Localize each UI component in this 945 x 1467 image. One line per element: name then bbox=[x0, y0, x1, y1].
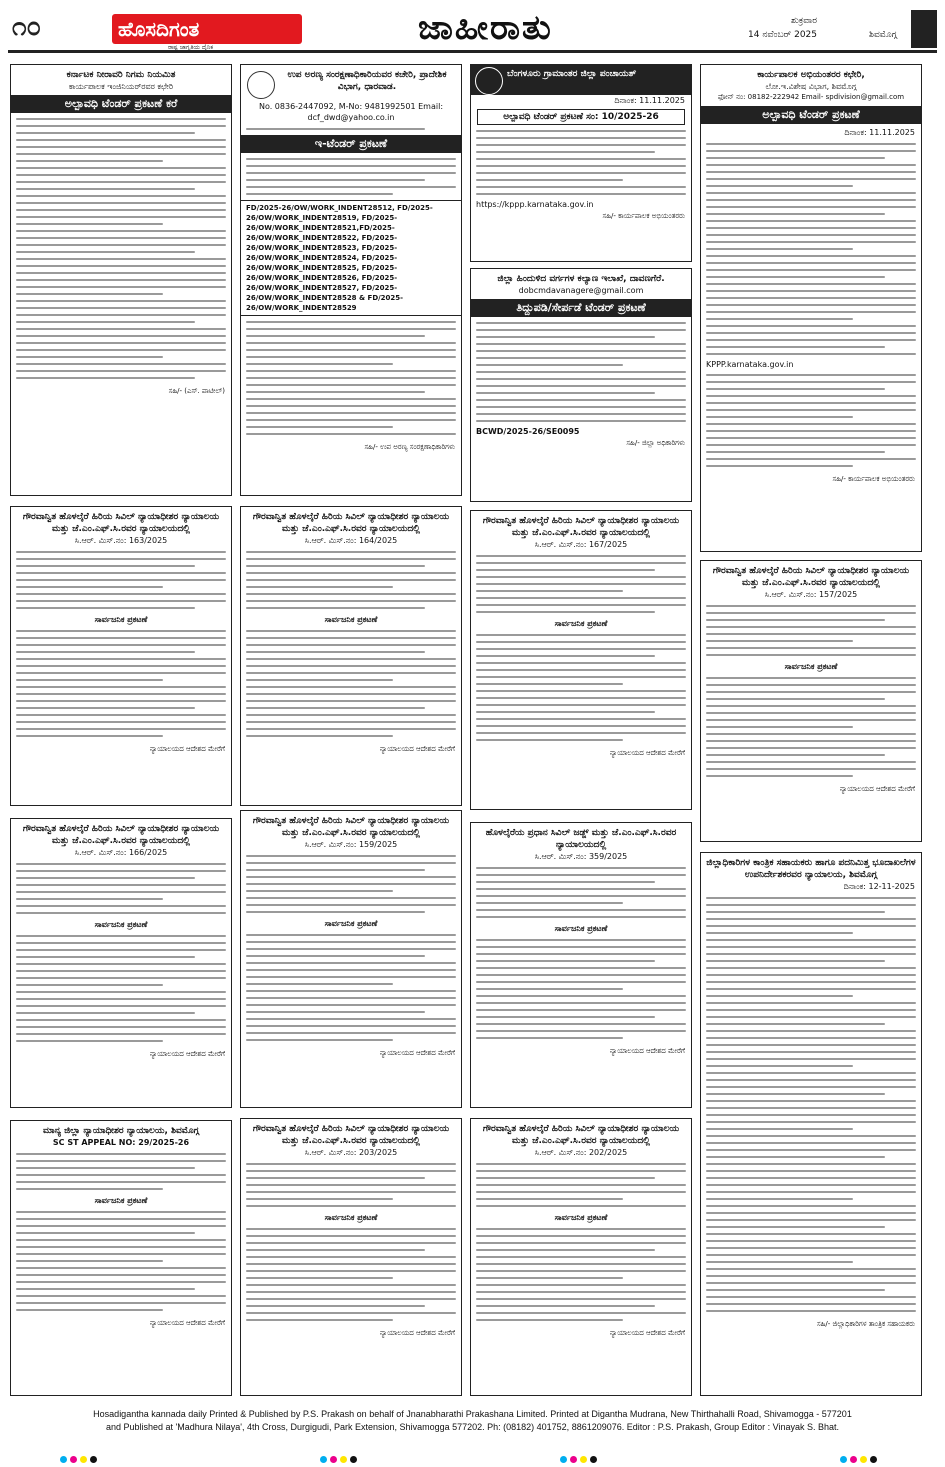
tender-band: ಇ-ಟೆಂಡರ್ ಪ್ರಕಟಣೆ bbox=[241, 135, 461, 153]
court-notice bbox=[470, 1118, 692, 1396]
court-title: ಗೌರವಾನ್ವಿತ ಹೊಳಲ್ಕೆರೆ ಹಿರಿಯ ಸಿವಿಲ್ ನ್ಯಾಯಾಧೀಶರ ನ್ಯಾಯಾಲಯ ಮತ್ತು ಜೆ.ಎಂ.ಎಫ್.ಸಿ.ರವರ ನ್ಯಾಯಾಲಯದಲ್ಲಿ bbox=[22, 512, 220, 534]
court-notice bbox=[470, 510, 692, 810]
indent-list: FD/2025-26/OW/WORK_INDENT28512, FD/2025-26/OW/WORK_INDENT28519, FD/2025-26/OW/WORK_INDENT28521,FD/2025-26/OW/WORK_INDENT28522, FD/2025-26/OW/WORK_INDENT28523, FD/2025-26/OW/WORK_INDENT28524, FD/2025-26/OW/WORK_INDENT28525, FD/2025-26/OW/WORK_INDENT28526, FD/2025-26/OW/WORK_INDENT28527, FD/2025-26/OW/WORK_INDENT28528 & FD/2025-26/OW/WORK_INDENT28529 bbox=[241, 200, 461, 316]
notice-heading: ಸಾರ್ವಜನಿಕ ಪ್ರಕಟಣೆ bbox=[554, 1213, 608, 1222]
notice-body bbox=[471, 130, 691, 195]
notice-signature: ಸಹಿ/- ಉಪ ಅರಣ್ಯ ಸಂರಕ್ಷಣಾಧಿಕಾರಿಗಳು bbox=[364, 443, 455, 451]
court-notice bbox=[10, 818, 232, 1108]
page-number: ೧೦ bbox=[12, 12, 42, 42]
tender-notice-zilla-panchayat bbox=[470, 64, 692, 262]
case-number: SC ST APPEAL NO: 29/2025-26 bbox=[52, 1138, 190, 1147]
notice-body bbox=[11, 551, 231, 609]
edition-city: ಶಿವಮೊಗ್ಗ bbox=[869, 30, 897, 40]
notice-heading: ಸಾರ್ವಜನಿಕ ಪ್ರಕಟಣೆ bbox=[554, 924, 608, 933]
notice-body bbox=[11, 863, 231, 914]
notice-body bbox=[701, 143, 921, 355]
notice-signature: ನ್ಯಾಯಾಲಯದ ಆದೇಶದ ಮೇರೆಗೆ bbox=[149, 1319, 225, 1327]
case-number: ಸಿ.ಆರ್. ಮಿಸ್.ನಂ: 164/2025 bbox=[304, 536, 398, 545]
case-number: ಸಿ.ಆರ್. ಮಿಸ್.ನಂ: 202/2025 bbox=[534, 1148, 628, 1157]
tender-notice-irrigation bbox=[10, 64, 232, 496]
notice-heading: ಸಾರ್ವಜನಿಕ ಪ್ರಕಟಣೆ bbox=[94, 920, 148, 929]
masthead bbox=[8, 8, 937, 53]
brand-tagline: ರಾಷ್ಟ್ರ ಜಾಗೃತಿಯ ದೈನಿಕ bbox=[168, 44, 214, 51]
court-notice-district bbox=[10, 1120, 232, 1396]
court-title: ಗೌರವಾನ್ವಿತ ಹೊಳಲ್ಕೆರೆ ಹಿರಿಯ ಸಿವಿಲ್ ನ್ಯಾಯಾಧೀಶರ ನ್ಯಾಯಾಲಯ ಮತ್ತು ಜೆ.ಎಂ.ಎಫ್.ಸಿ.ರವರ ನ್ಯಾಯಾಲಯದಲ್ಲಿ bbox=[482, 516, 680, 538]
notice-body bbox=[701, 605, 921, 656]
court-title: ಗೌರವಾನ್ವಿತ ಹೊಳಲ್ಕೆರೆ ಹಿರಿಯ ಸಿವಿಲ್ ನ್ಯಾಯಾಧೀಶರ ನ್ಯಾಯಾಲಯ ಮತ್ತು ಜೆ.ಎಂ.ಎಫ್.ಸಿ.ರವರ ನ್ಯಾಯಾಲಯದಲ್ಲಿ bbox=[22, 824, 220, 846]
zp-header bbox=[471, 65, 691, 95]
notice-body bbox=[241, 158, 461, 195]
notice-signature: ನ್ಯಾಯಾಲಯದ ಆದೇಶದ ಮೇರೆಗೆ bbox=[609, 1047, 685, 1055]
corner-tab bbox=[911, 10, 937, 48]
tender-phone: ಫೋನ್ ನಂ: 08182-222942 Email- spdivision@gmail.com bbox=[717, 93, 905, 101]
tender-notice-bcwd bbox=[470, 268, 692, 502]
court-notice-land-records bbox=[700, 852, 922, 1396]
court-title: ಹೊಳಲ್ಕೆರೆಯ ಪ್ರಧಾನ ಸಿವಿಲ್ ಜಡ್ಜ್ ಮತ್ತು ಜೆ.ಎಂ.ಎಫ್.ಸಿ.ರವರ ನ್ಯಾಯಾಲಯದಲ್ಲಿ bbox=[485, 828, 677, 850]
court-notice bbox=[240, 810, 462, 1108]
notice-heading: ಸಾರ್ವಜನಿಕ ಪ್ರಕಟಣೆ bbox=[94, 615, 148, 624]
court-title: ಗೌರವಾನ್ವಿತ ಹೊಳಲ್ಕೆರೆ ಹಿರಿಯ ಸಿವಿಲ್ ನ್ಯಾಯಾಧೀಶರ ನ್ಯಾಯಾಲಯ ಮತ್ತು ಜೆ.ಎಂ.ಎಫ್.ಸಿ.ರವರ ನ್ಯಾಯಾಲಯದಲ್ಲಿ bbox=[252, 512, 450, 534]
notice-heading: ಸಾರ್ವಜನಿಕ ಪ್ರಕಟಣೆ bbox=[554, 619, 608, 628]
brand-name: ಹೊಸದಿಗಂತ bbox=[118, 17, 200, 41]
notice-body bbox=[11, 1153, 231, 1190]
imprint-line-2: and Published at 'Madhura Nilaya', 4th Cross, Durgigudi, Park Extension, Shivamogga 577202. Ph: (08182) 401752, 8861209076. Editor : P.S. Prakash, Group Editor : Vinayak S. Bhat. bbox=[105, 1422, 840, 1432]
notice-heading: ಸಾರ್ವಜನಿಕ ಪ್ರಕಟಣೆ bbox=[784, 662, 838, 671]
notice-body bbox=[241, 855, 461, 913]
notice-heading: ಸಾರ್ವಜನಿಕ ಪ್ರಕಟಣೆ bbox=[324, 919, 378, 928]
registration-dots bbox=[320, 1448, 360, 1456]
tender-band: ಅಲ್ಪಾವಧಿ ಟೆಂಡರ್ ಪ್ರಕಟಣೆ ಕರೆ bbox=[11, 95, 231, 113]
court-notice bbox=[470, 822, 692, 1108]
imprint-line-1: Hosadigantha kannada daily Printed & Published by P.S. Prakash on behalf of Jnanabharathi Prakashana Limited. Printed at Digantha Mudrana, New Thirthahalli Road, Shivamogga - 577201 bbox=[93, 1409, 852, 1419]
court-notice bbox=[240, 1118, 462, 1396]
notice-body bbox=[471, 322, 691, 422]
court-notice bbox=[700, 560, 922, 842]
notice-signature: ನ್ಯಾಯಾಲಯದ ಆದೇಶದ ಮೇರೆಗೆ bbox=[149, 1050, 225, 1058]
govt-emblem-icon bbox=[247, 71, 275, 99]
notice-body bbox=[11, 118, 231, 379]
court-title: ಮಾನ್ಯ ಜಿಲ್ಲಾ ನ್ಯಾಯಾಧೀಶರ ನ್ಯಾಯಾಲಯ, ಶಿವಮೊಗ್ಗ bbox=[42, 1126, 200, 1136]
court-title: ಗೌರವಾನ್ವಿತ ಹೊಳಲ್ಕೆರೆ ಹಿರಿಯ ಸಿವಿಲ್ ನ್ಯಾಯಾಧೀಶರ ನ್ಯಾಯಾಲಯ ಮತ್ತು ಜೆ.ಎಂ.ಎಫ್.ಸಿ.ರವರ ನ್ಯಾಯಾಲಯದಲ್ಲಿ bbox=[482, 1124, 680, 1146]
notice-signature: ನ್ಯಾಯಾಲಯದ ಆದೇಶದ ಮೇರೆಗೆ bbox=[379, 745, 455, 753]
notice-body bbox=[241, 1163, 461, 1207]
notice-body bbox=[241, 551, 461, 609]
tender-sub: ಕಾರ್ಯಪಾಲಕ ಇಂಜಿನಿಯರ್‌ರವರ ಕಛೇರಿ bbox=[68, 82, 174, 91]
tender-notice-pwd bbox=[700, 64, 922, 552]
registration-dots bbox=[560, 1448, 600, 1456]
court-title: ಜಿಲ್ಲಾಧಿಕಾರಿಗಳ ಕಾಂತ್ರಿಕ ಸಹಾಯಕರು ಹಾಗೂ ಪದನಿಮಿತ್ತ ಭೂದಾಖಲೆಗಳ ಉಪನಿರ್ದೇಶಕರವರ ನ್ಯಾಯಾಲಯ, ಶಿವಮೊಗ್ಗ bbox=[706, 858, 916, 880]
notice-signature: ನ್ಯಾಯಾಲಯದ ಆದೇಶದ ಮೇರೆಗೆ bbox=[609, 749, 685, 757]
tender-phone: No. 0836-2447092, M-No: 9481992501 Email: dcf_dwd@yahoo.co.in bbox=[258, 102, 444, 122]
notice-body bbox=[471, 867, 691, 918]
court-notice bbox=[240, 506, 462, 806]
notice-signature: ಸಹಿ/- ಜಿಲ್ಲಾಧಿಕಾರಿಗಳ ತಾಂತ್ರಿಕ ಸಹಾಯಕರು bbox=[816, 1320, 915, 1328]
case-number: ಸಿ.ಆರ್. ಮಿಸ್.ನಂ: 359/2025 bbox=[534, 852, 628, 861]
tender-org: ಕರ್ನಾಟಕ ನೀರಾವರಿ ನಿಗಮ ನಿಯಮಿತ bbox=[66, 70, 176, 80]
imprint-footer bbox=[8, 1408, 937, 1434]
court-title: ಗೌರವಾನ್ವಿತ ಹೊಳಲ್ಕೆರೆ ಹಿರಿಯ ಸಿವಿಲ್ ನ್ಯಾಯಾಧೀಶರ ನ್ಯಾಯಾಲಯ ಮತ್ತು ಜೆ.ಎಂ.ಎಫ್.ಸಿ.ರವರ ನ್ಯಾಯಾಲಯದಲ್ಲಿ bbox=[712, 566, 910, 588]
tender-org: ಕಾರ್ಯಪಾಲಕ ಅಭಿಯಂತರರ ಕಛೇರಿ, bbox=[757, 70, 865, 80]
tender-band: ಅಲ್ಪಾವಧಿ ಟೆಂಡರ್ ಪ್ರಕಟಣೆ ಸಂ: 10/2025-26 bbox=[477, 109, 685, 125]
court-notice bbox=[10, 506, 232, 806]
brand-logo bbox=[112, 14, 302, 44]
notice-signature: ಸಹಿ/- ಜಿಲ್ಲಾ ಅಧಿಕಾರಿಗಳು bbox=[626, 439, 685, 447]
section-title: ಜಾಹೀರಾತು bbox=[418, 8, 553, 48]
registration-dots bbox=[840, 1448, 880, 1456]
tender-notice-forest bbox=[240, 64, 462, 496]
tender-ref: ದಿನಾಂಕ: 11.11.2025 bbox=[844, 128, 915, 137]
issue-day: ಶುಕ್ರವಾರ bbox=[791, 16, 817, 26]
tender-org: ಉಪ ಅರಣ್ಯ ಸಂರಕ್ಷಣಾಧಿಕಾರಿಯವರ ಕಚೇರಿ, ಪ್ರಾದೇಶಿಕ ವಿಭಾಗ, ಧಾರವಾಡ. bbox=[287, 70, 447, 92]
notice-signature: ನ್ಯಾಯಾಲಯದ ಆದೇಶದ ಮೇರೆಗೆ bbox=[379, 1049, 455, 1057]
case-number: ಸಿ.ಆರ್. ಮಿಸ್.ನಂ: 166/2025 bbox=[74, 848, 168, 857]
govt-emblem-icon bbox=[475, 67, 503, 95]
notice-body bbox=[471, 555, 691, 613]
tender-url: KPPP.karnataka.gov.in bbox=[706, 360, 794, 369]
tender-band: ತಿದ್ದುಪಡಿ/ಸೇರ್ಪಡೆ ಟೆಂಡರ್ ಪ್ರಕಟಣೆ bbox=[471, 299, 691, 317]
notice-signature: ನ್ಯಾಯಾಲಯದ ಆದೇಶದ ಮೇರೆಗೆ bbox=[609, 1329, 685, 1337]
notice-heading: ಸಾರ್ವಜನಿಕ ಪ್ರಕಟಣೆ bbox=[324, 615, 378, 624]
notice-signature: ಸಹಿ/- ಕಾರ್ಯಪಾಲಕ ಅಭಿಯಂತರರು bbox=[832, 475, 915, 483]
tender-org: ಜಿಲ್ಲಾ ಹಿಂದುಳಿದ ವರ್ಗಗಳ ಕಲ್ಯಾಣ ಇಲಾಖೆ, ದಾವಣಗೆರೆ. bbox=[497, 274, 665, 284]
tender-sub: ಲೋ.ಇ.ವಿಶೇಷ ವಿಭಾಗ, ಶಿವಮೊಗ್ಗ bbox=[765, 82, 857, 91]
registration-dots bbox=[60, 1448, 100, 1456]
case-number: ಸಿ.ಆರ್. ಮಿಸ್.ನಂ: 157/2025 bbox=[764, 590, 858, 599]
case-number: ಸಿ.ಆರ್. ಮಿಸ್.ನಂ: 159/2025 bbox=[304, 840, 398, 849]
notice-body bbox=[701, 897, 921, 1312]
court-title: ಗೌರವಾನ್ವಿತ ಹೊಳಲ್ಕೆರೆ ಹಿರಿಯ ಸಿವಿಲ್ ನ್ಯಾಯಾಧೀಶರ ನ್ಯಾಯಾಲಯ ಮತ್ತು ಜೆ.ಎಂ.ಎಫ್.ಸಿ.ರವರ ನ್ಯಾಯಾಲಯದಲ್ಲಿ bbox=[252, 1124, 450, 1146]
court-title: ಗೌರವಾನ್ವಿತ ಹೊಳಲ್ಕೆರೆ ಹಿರಿಯ ಸಿವಿಲ್ ನ್ಯಾಯಾಧೀಶರ ನ್ಯಾಯಾಲಯ ಮತ್ತು ಜೆ.ಎಂ.ಎಫ್.ಸಿ.ರವರ ನ್ಯಾಯಾಲಯದಲ್ಲಿ bbox=[252, 816, 450, 838]
tender-email: dobcmdavanagere@gmail.com bbox=[518, 286, 644, 295]
tender-ref: ದಿನಾಂಕ: 11.11.2025 bbox=[614, 96, 685, 105]
notice-heading: ಸಾರ್ವಜನಿಕ ಪ್ರಕಟಣೆ bbox=[94, 1196, 148, 1205]
notice-heading: ಸಾರ್ವಜನಿಕ ಪ್ರಕಟಣೆ bbox=[324, 1213, 378, 1222]
issue-date: 14 ನವೆಂಬರ್ 2025 bbox=[748, 30, 817, 40]
notice-signature: ನ್ಯಾಯಾಲಯದ ಆದೇಶದ ಮೇರೆಗೆ bbox=[839, 785, 915, 793]
case-date: ದಿನಾಂಕ: 12-11-2025 bbox=[843, 882, 915, 891]
case-number: ಸಿ.ಆರ್. ಮಿಸ್.ನಂ: 203/2025 bbox=[304, 1148, 398, 1157]
tender-band: ಅಲ್ಪಾವಧಿ ಟೆಂಡರ್ ಪ್ರಕಟಣೆ bbox=[701, 106, 921, 124]
tender-org: ಬೆಂಗಳೂರು ಗ್ರಾಮಾಂತರ ಜಿಲ್ಲಾ ಪಂಚಾಯತ್ bbox=[507, 69, 637, 79]
tender-url: https://kppp.karnataka.gov.in bbox=[476, 200, 594, 209]
dateline bbox=[748, 14, 817, 42]
notice-signature: ನ್ಯಾಯಾಲಯದ ಆದೇಶದ ಮೇರೆಗೆ bbox=[379, 1329, 455, 1337]
case-number: ಸಿ.ಆರ್. ಮಿಸ್.ನಂ: 167/2025 bbox=[534, 540, 628, 549]
notice-signature: ಸಹಿ/- (ಎಸ್. ಪಾಟೀಲ್) bbox=[168, 387, 225, 395]
notice-body bbox=[471, 1163, 691, 1207]
notice-signature: ನ್ಯಾಯಾಲಯದ ಆದೇಶದ ಮೇರೆಗೆ bbox=[149, 745, 225, 753]
notice-signature: ಸಹಿ/- ಕಾರ್ಯಪಾಲಕ ಅಭಿಯಂತರರು bbox=[602, 212, 685, 220]
case-number: ಸಿ.ಆರ್. ಮಿಸ್.ನಂ: 163/2025 bbox=[74, 536, 168, 545]
tender-code: BCWD/2025-26/SE0095 bbox=[476, 427, 580, 436]
